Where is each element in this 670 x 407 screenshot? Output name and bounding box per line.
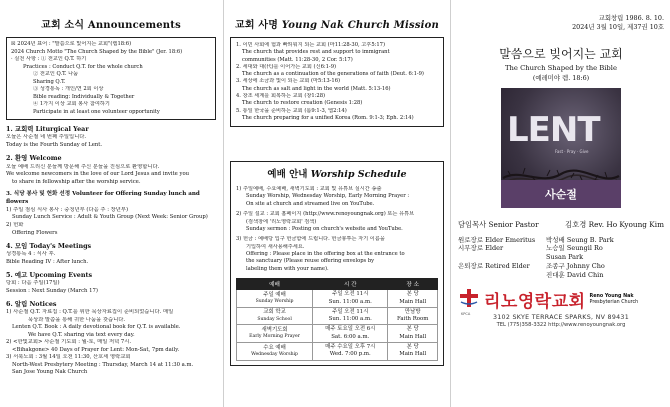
service-name-en: Sunday School: [257, 316, 292, 322]
announcement-text: Sunday Lunch Service : Adult & Youth Group (Next Week: Senior Group): [12, 214, 208, 221]
announcement-text: to share in fellowship after the worship service.: [12, 178, 141, 185]
table-header: 장 소: [388, 279, 438, 290]
schedule-text: 1) 주일예배, 수요예배, 새벽기도회 : 교회 및 유튜브 실시간 송출: [236, 186, 382, 193]
schedule-text: Sunday Worship, Wednesday Worship, Early Morning Prayer :: [246, 193, 410, 200]
lent-image: [501, 88, 621, 208]
mission-line: The church as salt and light in the world (Matt. 5:13-16): [242, 85, 391, 92]
staff-role: [458, 253, 546, 262]
staff-role: [458, 271, 546, 280]
mission-line: The church preparing for a unified Korea (Rom. 9:1-3; Eph. 2:14): [242, 114, 414, 121]
service-place-en: Main Hall: [399, 351, 427, 358]
announcement-heading: 5. 예고 Upcoming Events: [6, 271, 93, 280]
announcements-column: [0, 0, 222, 407]
motto-line: ☒ 2024년 표어 : "말씀으로 빛어지는 교회"(렘18:6): [11, 41, 132, 47]
schedule-text: 기입하여 새사용해주세요.: [246, 243, 305, 250]
mission-line: 4. 창조 세계를 회복하는 교회 (창1:28): [236, 92, 326, 99]
service-name: 주일 예배: [263, 291, 286, 298]
founded-date: 교회창립 1986. 8. 10.: [598, 14, 664, 22]
announcement-text: 오늘 예배 드리신 분들께 방문해 주신 분들을 진심으로 환영합니다.: [6, 163, 160, 170]
announcement-list: [6, 125, 216, 377]
service-place-en: Main Hall: [399, 333, 427, 340]
service-time-en: Wed. 7:00 p.m.: [329, 351, 371, 358]
table-row: [237, 307, 438, 325]
motto-line: ④ 1가지 이상 교회 봉사 참여하기: [33, 101, 110, 108]
announcement-text: 1) 사순절 Q.T. 자료집 : Q.T.를 위한 묵상자료집이 준비되었습니다. 매일: [6, 309, 174, 316]
announcement-heading: 2. 환영 Welcome: [6, 154, 62, 163]
announcement-text: Today is the Fourth Sunday of Lent.: [6, 141, 103, 148]
announcement-heading: 3. 식당 봉사 및 헌화 선정 Volunteer for Offering Sunday lunch and flowers: [6, 191, 200, 206]
staff-row: [458, 244, 664, 253]
service-place-en: Faith Room: [397, 316, 429, 323]
motto-line: Participate in at least one volunteer opportunity: [33, 108, 160, 115]
staff-row: [458, 271, 664, 280]
mission-box: [230, 37, 444, 127]
schedule-text: On site at church and streamed live on YouTube.: [246, 200, 375, 207]
staff-role: 은퇴장로 Retired Elder: [458, 261, 530, 270]
announcement-text: Lenten Q.T. Book : A daily devotional book for Q.T. is available.: [12, 324, 181, 331]
motto-line: 2024 Church Motto "The Church Shaped by the Bible" (Jer. 18:6): [11, 48, 183, 55]
motto-line: ③ 성경통독 : 개인/연 2회 이상: [33, 86, 104, 93]
motto-line: · 실천 사항 : ① 전교인 Q.T. 하기: [11, 56, 87, 63]
service-name: 새벽기도회: [261, 326, 288, 333]
announcement-text: 2) 헌화: [6, 221, 24, 228]
announcement-text: <Bihakgone> 40 Days of Prayer for Lent: Mon-Sat, 7pm daily.: [12, 346, 180, 353]
motto-line: Bible reading: Individually & Together: [33, 93, 135, 100]
staff-row: [458, 236, 664, 245]
kpca-label: KPCA: [461, 311, 471, 316]
motto-verse: (예레미야 렘. 18:6): [532, 73, 590, 82]
announcement-text: 묵상과 말씀을 통해 귀한 나눔을 갖습니다.: [28, 316, 126, 323]
worship-schedule-box: [230, 161, 444, 366]
church-address: 3102 SKYE TERRACE SPARKS, NV 89431: [492, 314, 630, 322]
mission-line: communities (Matt. 11:28-30, 2 Cor. 5:17): [242, 56, 353, 63]
table-header: 시 간: [313, 279, 388, 290]
church-logo: [458, 287, 664, 316]
announcement-text: San Jose Young Nak Church: [12, 369, 88, 376]
mission-line: 5. 통일 한국을 준비하는 교회 (롬9:1-3, 엡2:14): [236, 107, 347, 114]
mission-line: 2. 세대와 대(代)를 이어가는 교회 (신6:1-9): [236, 63, 337, 70]
schedule-text: Sunday sermon : Posting on church's website and YouTube.: [246, 225, 403, 232]
table-row: [237, 290, 438, 308]
service-time-en: Sun. 11:00 a.m.: [328, 298, 372, 305]
worship-schedule-title: [236, 166, 438, 180]
mission-line: 1. 이민 사회에 험과 빠띄워지 되는 교회 (마11:28-30, 고후5:17): [236, 42, 385, 48]
schedule-text: (검색창에 '리노영락교회' 검색): [246, 218, 317, 225]
motto-subtitle: The Church Shaped by the Bible: [505, 63, 617, 72]
cover-column: [452, 0, 670, 407]
staff-name: 진대훈 David Chin: [546, 270, 604, 279]
announcement-heading: 1. 교회력 Liturgical Year: [6, 125, 89, 134]
mission-schedule-column: [226, 0, 448, 407]
announcement-text: 당회 : 다음 주일(17일): [6, 280, 60, 287]
church-name-ko: 리노영락교회: [484, 292, 586, 313]
announcement-text: 2) <한빛교회> 사순절 기도회 : 월-토, 매일 저녁 7시.: [6, 339, 132, 346]
schedule-text: 2) 주일 설교 : 교회 홈페이지 (http://www.renoyoungnak.org) 또는 유튜브: [236, 211, 415, 218]
service-place: 본 당: [406, 344, 419, 350]
bulletin-header: [458, 14, 664, 33]
pastor-label: 담임목사 Senior Pastor: [458, 219, 539, 229]
announcement-text: 오늘은 사순절 네 번째 주일입니다.: [6, 134, 87, 141]
lent-word: LENT: [507, 109, 600, 150]
church-contact: TEL (775)358-3322 http://www.renoyoungnak.org: [496, 322, 626, 329]
announcement-text: Session : Next Sunday (March 17): [6, 287, 98, 294]
schedule-text: Offering : Please place in the offering box at the entrance to: [246, 251, 405, 258]
mission-title-en: Young Nak Church Mission: [281, 20, 440, 31]
pastor-name: 김호경 Rev. Ho Kyoung Kim: [565, 219, 664, 229]
service-time-en: Sun. 11:00 a.m.: [328, 316, 372, 323]
kpca-cross-icon: [458, 288, 480, 316]
mission-title: [230, 16, 444, 31]
schedule-table: [236, 278, 438, 360]
motto-line: Practices : Conduct Q.T. for the whole church: [23, 63, 143, 70]
schedule-text: the sanctuary (Please reuse offering envelops by: [246, 258, 375, 265]
announcement-text: Bible Reading IV : After lunch.: [6, 258, 89, 265]
lent-tagline: Fast · Pray · Give: [555, 148, 589, 154]
church-name-en-line: Reno Young Nak: [589, 294, 634, 300]
service-name-en: Sunday Worship: [255, 299, 294, 305]
announcement-text: We have Q.T. sharing via text every day.: [28, 331, 135, 338]
bulletin-date: 2024년 3월 10일, 제37권 10호: [572, 23, 664, 32]
motto-box: [6, 37, 216, 120]
announcement-text: 1) 주일 점심 식사 봉사 : 중청년부 (다음 주 : 장년부): [6, 206, 129, 213]
staff-name: 조종구 Johnny Cho: [546, 261, 605, 270]
schedule-text: 3) 헌금 : 예배당 입구 헌금함에 드립니다. 헌금봉투는 자기 이름을: [236, 236, 385, 243]
staff-list: [458, 220, 664, 280]
mission-line: The church to restore creation (Genesis 1:28): [242, 100, 363, 107]
column-divider: [223, 0, 224, 407]
service-time: 매주 토요일 오전 6시: [325, 326, 376, 333]
service-place: 만남방: [404, 308, 421, 315]
lent-band: [501, 180, 621, 208]
senior-pastor-row: [458, 220, 664, 230]
announcement-text: We welcome newcomers in the love of our Lord Jesus and invite you: [6, 171, 190, 178]
motto-line: ② 전교인 Q.T. 나눔: [33, 71, 79, 78]
service-time: 주일 오전 11시: [332, 291, 369, 298]
announcements-title: 교회 소식 Announcements: [41, 20, 181, 31]
staff-row: [458, 262, 664, 271]
schedule-title-ko: 예배 안내: [267, 169, 308, 181]
staff-role: 시무장로 Elder: [458, 244, 504, 253]
mission-line: The church as a continuation of the generations of faith (Deut. 6:1-9): [242, 71, 424, 78]
service-time: 매주 수요일 오후 7시: [325, 344, 376, 350]
mission-title-ko: 교회 사명: [234, 20, 279, 31]
service-name-en: Early Morning Prayer: [249, 334, 300, 340]
schedule-title-en: Worship Schedule: [310, 169, 407, 181]
service-name: 수요 예배: [263, 344, 286, 351]
mission-line: The church that provides rest and support to immigrant: [242, 49, 390, 56]
motto-title: 말씀으로 빚어지는 교회: [499, 46, 623, 61]
announcement-heading: 6. 알림 Notices: [6, 300, 57, 309]
service-place-en: Main Hall: [399, 298, 427, 305]
announcement-heading: 4. 모임 Today's Meetings: [6, 242, 92, 251]
motto-line: Sharing Q.T.: [33, 78, 66, 85]
table-row: [237, 325, 438, 343]
schedule-text: labeling them with your name).: [246, 265, 329, 272]
announcement-text: 3) 서북노회 : 3월 14일 오전 11:30, 산호세 영락교회: [6, 354, 131, 361]
church-name-en: [590, 294, 639, 306]
staff-name: 노승일 Seungil Ro: [546, 244, 603, 253]
service-name-en: Wednesday Worship: [251, 351, 298, 357]
staff-role: 원로장로 Elder Emeritus: [458, 235, 536, 244]
staff-name: Susan Park: [546, 253, 584, 262]
table-row: [237, 343, 438, 361]
staff-name: 박성배 Seung B. Park: [546, 235, 614, 244]
service-time: 주일 오전 11시: [332, 308, 369, 315]
announcement-text: Offering Flowers: [12, 229, 58, 236]
table-header: 예배: [237, 279, 313, 290]
service-name: 교회 학교: [263, 309, 286, 316]
announcement-text: 성경통독 4 : 식사 후.: [6, 251, 56, 258]
service-place: 본 당: [406, 291, 419, 298]
church-name-en-line: Presbyterian Church: [589, 299, 639, 305]
service-time-en: Sat. 6:00 a.m.: [331, 333, 370, 340]
lent-band-label: 사순절: [545, 187, 577, 201]
mission-line: 3. 세상에 소금과 빛이 되는 교회 (마5:13-16): [236, 78, 341, 85]
service-place: 본 당: [406, 326, 419, 333]
announcement-text: North-West Presbytery Meeting : Thursday, March 14 at 11:30 a.m.: [12, 361, 194, 368]
staff-row: [458, 253, 664, 262]
column-divider: [450, 0, 451, 407]
